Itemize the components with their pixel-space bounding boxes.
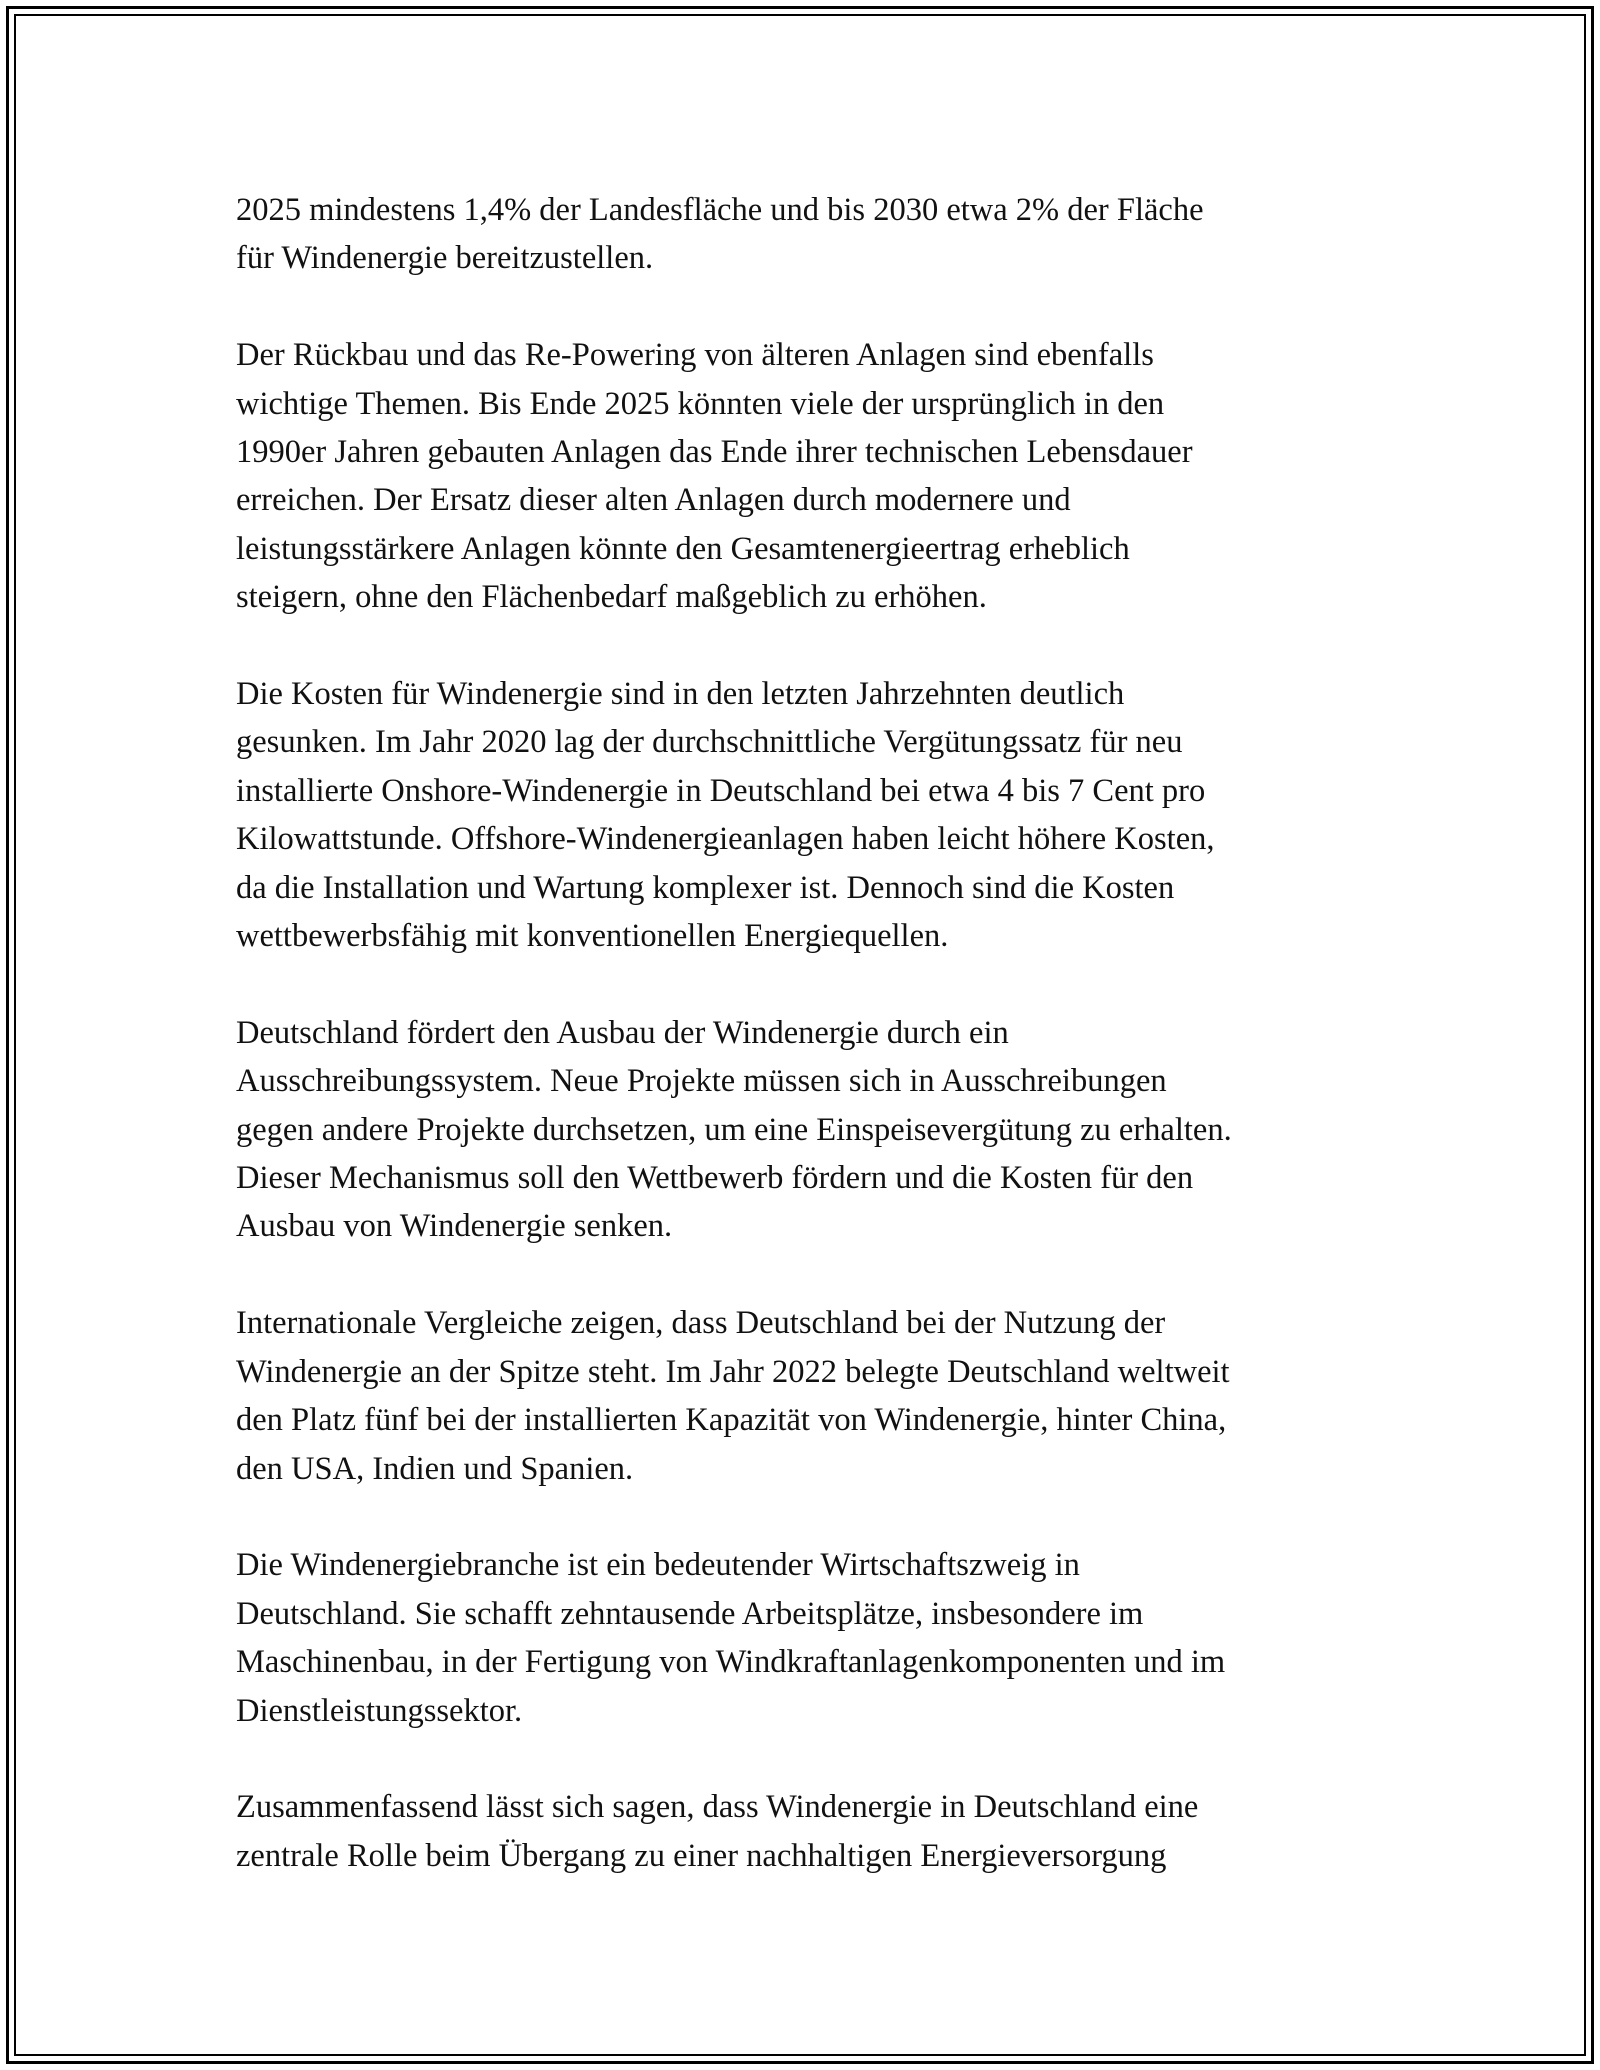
paragraph-repowering: Der Rückbau und das Re-Powering von älteren Anlagen sind ebenfalls wichtige Themen. Bis Ende 2025 könnten viele der ursprünglich in den 1990er Jahren gebauten Anlagen das Ende ihrer technischen Lebensdauer erreichen. Der Ersatz dieser alten Anlagen durch modernere und leistungsstärkere Anlagen könnte den Gesamtenergieertrag erheblich steigern, ohne den Flächenbedarf maßgeblich zu erhöhen. xyxy=(236,337,1193,616)
paragraph-costs: Die Kosten für Windenergie sind in den letzten Jahrzehnten deutlich gesunken. Im Jahr 2020 lag der durchschnittliche Vergütungssatz für neu installierte Onshore-Windenergie in Deutschland bei etwa 4 bis 7 Cent pro Kilowattstunde. Offshore-Windenergieanlagen haben leicht höhere Kosten, da die Installation und Wartung komplexer ist. Dennoch sind die Kosten wettbewerbsfähig mit konventionellen Energiequellen. xyxy=(236,676,1215,955)
paragraph-tender-system: Deutschland fördert den Ausbau der Windenergie durch ein Ausschreibungssystem. Neue Projekte müssen sich in Ausschreibungen gegen andere Projekte durchsetzen, um eine Einspeisevergütung zu erhalten. Dieser Mechanismus soll den Wettbewerb fördern und die Kosten für den Ausbau von Windenergie senken. xyxy=(236,1014,1232,1245)
paragraph-wind-area-target: 2025 mindestens 1,4% der Landesfläche und bis 2030 etwa 2% der Fläche für Windenergie bereitzustellen. xyxy=(236,192,1204,277)
paragraph-industry: Die Windenergiebranche ist ein bedeutender Wirtschaftszweig in Deutschland. Sie schafft zehntausende Arbeitsplätze, insbesondere im Maschinenbau, in der Fertigung von Windkraftanlagenkomponenten und im Dienstleistungssektor. xyxy=(236,1547,1226,1729)
paragraph-summary: Zusammenfassend lässt sich sagen, dass Windenergie in Deutschland eine zentrale Rolle beim Übergang zu einer nachhaltigen Energieversorgung xyxy=(236,1789,1199,1874)
document-body xyxy=(236,186,1364,1929)
paragraph-international-comparison: Internationale Vergleiche zeigen, dass Deutschland bei der Nutzung der Windenergie an der Spitze steht. Im Jahr 2022 belegte Deutschland weltweit den Platz fünf bei der installierten Kapazität von Windenergie, hinter China, den USA, Indien und Spanien. xyxy=(236,1305,1230,1487)
